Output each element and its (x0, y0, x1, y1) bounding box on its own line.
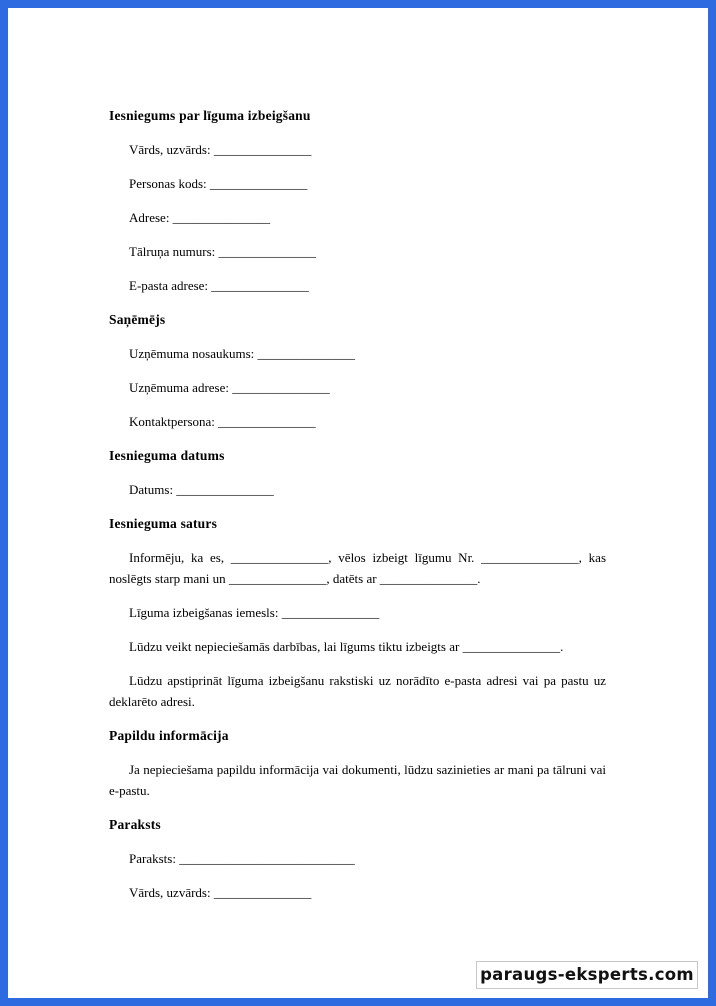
content-paragraph: Līguma izbeigšanas iemesls: _______________ (129, 605, 380, 620)
recipient-section (109, 343, 606, 432)
field-line-email: E-pasta adrese: _______________ (129, 278, 309, 293)
field-line-signature: Paraksts: ___________________________ (129, 851, 355, 866)
document-title: Iesniegums par līguma izbeigšanu (109, 108, 311, 123)
site-watermark: paraugs-eksperts.com (476, 961, 698, 989)
extra-info-heading: Papildu informācija (109, 728, 229, 743)
field-line-name: Vārds, uzvārds: _______________ (129, 142, 312, 157)
content-section (109, 547, 606, 712)
field-line-address: Adrese: _______________ (129, 210, 271, 225)
field-line-signature-name: Vārds, uzvārds: _______________ (129, 885, 312, 900)
applicant-section (109, 139, 606, 296)
field-line-company-name: Uzņēmuma nosaukums: _______________ (129, 346, 356, 361)
document-page (8, 8, 708, 998)
document-body (109, 105, 606, 916)
extra-info-paragraph: Ja nepieciešama papildu informācija vai dokumenti, lūdzu sazinieties ar mani pa tālruni vai e-pastu. (109, 762, 606, 798)
content-paragraph: Lūdzu apstiprināt līguma izbeigšanu rakstiski uz norādīto e-pasta adresi vai pa pastu uz deklarēto adresi. (109, 673, 606, 709)
field-line-company-address: Uzņēmuma adrese: _______________ (129, 380, 330, 395)
field-line-date: Datums: _______________ (129, 482, 274, 497)
content-paragraph: Lūdzu veikt nepieciešamās darbības, lai līgums tiktu izbeigts ar _______________. (129, 639, 564, 654)
field-line-contact-person: Kontaktpersona: _______________ (129, 414, 316, 429)
date-heading: Iesnieguma datums (109, 448, 225, 463)
content-heading: Iesnieguma saturs (109, 516, 218, 531)
content-paragraph: Informēju, ka es, _______________, vēlos izbeigt līgumu Nr. _______________, kas noslēgts starp mani un _______________, datēts ar _______________. (109, 550, 606, 586)
field-line-phone: Tālruņa numurs: _______________ (129, 244, 317, 259)
signature-section (109, 848, 606, 903)
field-line-personal-code: Personas kods: _______________ (129, 176, 308, 191)
signature-heading: Paraksts (109, 817, 161, 832)
recipient-heading: Saņēmējs (109, 312, 166, 327)
